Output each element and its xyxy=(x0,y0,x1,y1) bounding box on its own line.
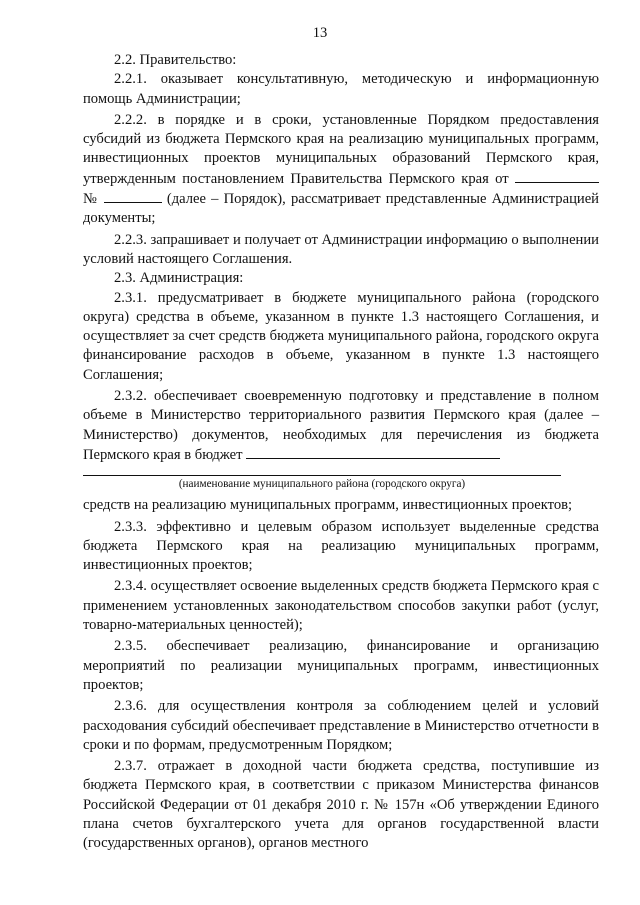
page-number: 13 xyxy=(312,25,328,41)
clause-2-3-5: 2.3.5. обеспечивает реализацию, финансирование и организацию мероприятий по реализации муниципальных программ, инвестиционных проектов; xyxy=(83,638,599,693)
caption-underline xyxy=(83,475,561,476)
date-blank xyxy=(515,169,599,183)
clause-2-2-1: 2.2.1. оказывает консультативную, методическую и информационную помощь Администрации; xyxy=(83,71,599,107)
section-2-2-title: 2.2. Правительство: xyxy=(114,52,237,68)
clause-2-2-2 xyxy=(83,111,599,229)
clause-2-2-2-text-b: (далее – Порядок), рассматривает представленные Администрацией документы; xyxy=(83,191,599,227)
clause-2-2-2-text-a: 2.2.2. в порядке и в сроки, установленные Порядком предоставления субсидий из бюджета Пермского края на реализацию муниципальных программ, инвестиционных проектов муниципальных образований Пермского края, утвержденным постановлением Правительства Пермского края от xyxy=(83,111,599,187)
section-2-3-title: 2.3. Администрация: xyxy=(114,270,244,287)
number-sign: № xyxy=(83,191,99,208)
clause-2-3-2-continuation: средств на реализацию муниципальных программ, инвестиционных проектов; xyxy=(83,497,573,514)
budget-name-blank xyxy=(246,445,500,459)
clause-2-3-7: 2.3.7. отражает в доходной части бюджета средства, поступившие из бюджета Пермского края, в соответствии с приказом Министерства финансов Российской Федерации от 01 декабря 2010 г. № 157н «Об утверждении Единого плана счетов бухгалтерского учета для органов государственной власти (государственных органов), органов местного xyxy=(83,758,599,852)
clause-2-3-2-text-a: 2.3.2. обеспечивает своевременную подготовку и представление в полном объеме в Министерство территориального развития Пермского края (далее – Министерство) документов, необходимых для перечисления из бюджета Пермского края в бюджет xyxy=(83,388,599,463)
clause-2-3-6: 2.3.6. для осуществления контроля за соблюдением целей и условий расходования субсидий обеспечивает представление в Министерство отчетности в сроки и по формам, предусмотренным Порядком; xyxy=(83,698,599,753)
number-blank xyxy=(104,189,162,203)
clause-2-3-3: 2.3.3. эффективно и целевым образом использует выделенные средства бюджета Пермского края на реализацию муниципальных программ, инвестиционных проектов; xyxy=(83,518,599,574)
clause-2-3-1: 2.3.1. предусматривает в бюджете муниципального района (городского округа) средства в объеме, указанном в пункте 1.3 настоящего Соглашения, и осуществляет за счет средств бюджета муниципального района, городского округа финансирование расходов в объеме, указанном в пункте 1.3 настоящего Соглашения; xyxy=(83,289,599,383)
clause-2-2-3: 2.2.3. запрашивает и получает от Администрации информацию о выполнении условий настоящего Соглашения. xyxy=(83,231,599,267)
clause-2-3-4: 2.3.4. осуществляет освоение выделенных средств бюджета Пермского края с применением установленных законодательством способов закупки работ (услуг, товарно-материальных ценностей); xyxy=(83,578,599,634)
document-body xyxy=(83,51,599,854)
budget-name-caption: (наименование муниципального района (городского округа) xyxy=(178,478,466,491)
clause-2-3-2 xyxy=(83,387,599,465)
